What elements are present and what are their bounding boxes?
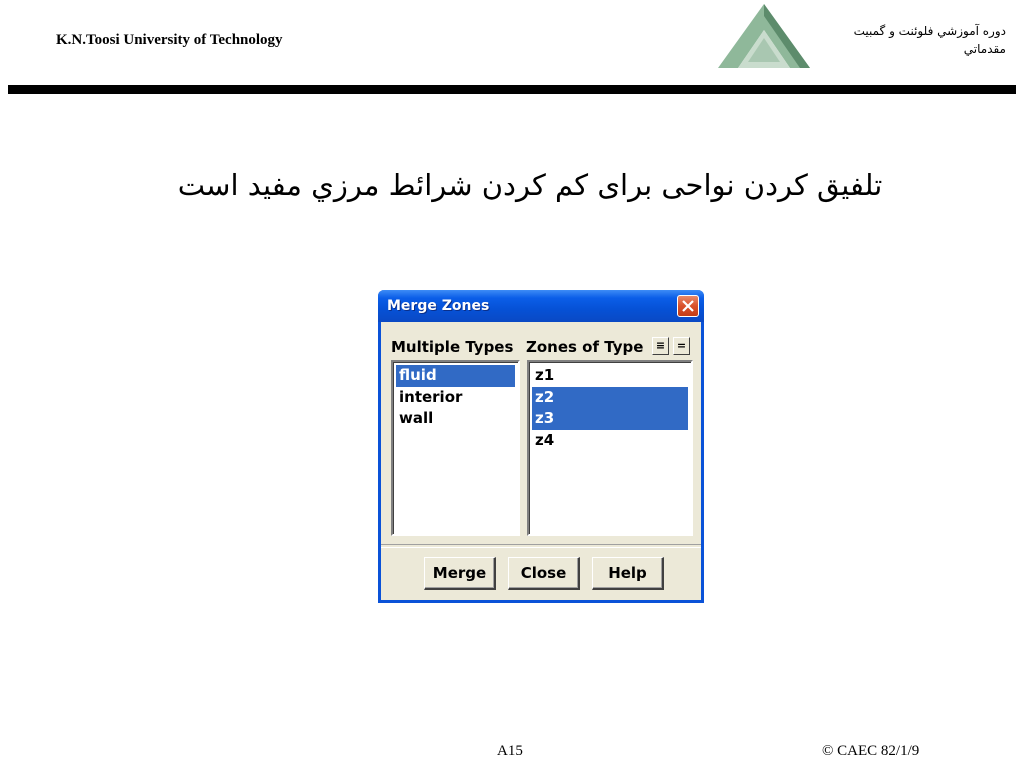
course-title <box>786 22 1006 58</box>
university-name: K.N.Toosi University of Technology <box>56 32 283 48</box>
dialog-divider <box>381 544 701 548</box>
type-item-wall[interactable]: wall <box>399 409 434 427</box>
type-item-fluid[interactable]: fluid <box>396 365 515 387</box>
merge-zones-dialog <box>378 290 704 603</box>
zone-item-z1[interactable]: z1 <box>535 366 555 384</box>
types-listbox[interactable] <box>391 360 520 536</box>
close-icon[interactable] <box>677 295 699 317</box>
multiple-types-label: Multiple Types <box>391 338 514 356</box>
select-all-button[interactable]: ≡ <box>652 337 669 355</box>
slide-title: تلفيق كردن نواحی برای كم كردن شرائط مرزي مفيد است <box>177 168 883 202</box>
course-title-line2: مقدماتي <box>963 42 1006 56</box>
close-button[interactable]: Close <box>508 557 580 590</box>
zone-item-z3[interactable]: z3 <box>532 408 688 430</box>
deselect-all-button[interactable]: = <box>673 337 690 355</box>
help-button[interactable]: Help <box>592 557 664 590</box>
copyright: © CAEC 82/1/9 <box>822 743 920 759</box>
merge-button[interactable]: Merge <box>424 557 496 590</box>
zone-item-z4[interactable]: z4 <box>535 430 555 449</box>
zones-listbox[interactable] <box>527 360 693 536</box>
type-item-interior[interactable]: interior <box>399 387 463 406</box>
header-divider <box>8 85 1016 94</box>
page-number: A15 <box>497 743 523 759</box>
dialog-title: Merge Zones <box>387 298 490 314</box>
dialog-titlebar[interactable] <box>378 290 704 322</box>
zone-item-z2[interactable]: z2 <box>532 387 688 409</box>
zones-of-type-label: Zones of Type <box>526 338 644 356</box>
course-title-line1: دوره آموزشي فلوئنت و گمبيت <box>853 24 1006 38</box>
